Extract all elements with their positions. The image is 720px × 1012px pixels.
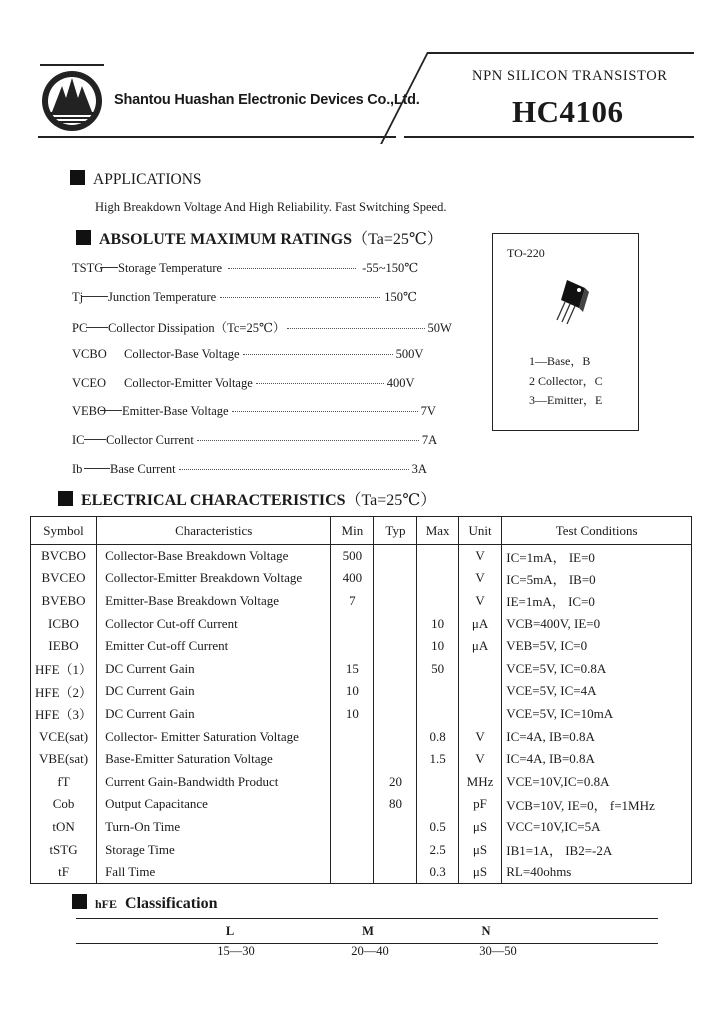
applications-heading: APPLICATIONS [70,170,202,189]
cell-characteristic: Collector Cut-off Current [97,612,331,635]
header-bottom-line [404,136,694,138]
cell-symbol: IEBO [31,635,97,658]
cell-test-conditions: IC=4A, IB=0.8A [506,728,595,744]
cell-test-conditions: VCE=5V, IC=0.8A [506,660,607,676]
table-row [31,770,692,793]
hfe-class-labels: L M N [225,924,491,938]
cell-characteristic: Output Capacitance [97,793,331,816]
cell-typ: 20 [374,770,417,793]
cell-min [331,816,374,839]
table-row [31,703,692,726]
cell-symbol: VCE(sat) [31,725,97,748]
cell-typ [374,861,417,884]
cell-min: 10 [331,680,374,703]
cell-typ [374,545,417,568]
cell-typ: 80 [374,793,417,816]
cell-unit [458,703,501,726]
package-box [492,233,639,431]
cell-characteristic: Storage Time [97,838,331,861]
cell-unit: μA [458,635,501,658]
cell-max [417,793,458,816]
hfe-class-heading: hFE Classification [72,894,217,913]
cell-typ [374,748,417,771]
cell-symbol: BVEBO [31,590,97,613]
cell-unit: μS [458,861,501,884]
cell-symbol: Cob [31,793,97,816]
elec-heading: ELECTRICAL CHARACTERISTICS（Ta=25℃） [58,487,436,510]
section-bullet [76,230,91,245]
header-characteristics: Characteristics [97,517,331,545]
cell-typ [374,816,417,839]
cell-unit: pF [458,793,501,816]
cell-characteristic: Emitter Cut-off Current [97,635,331,658]
cell-test-conditions: IC=4A, IB=0.8A [506,751,595,767]
cell-min: 400 [331,567,374,590]
cell-typ [374,838,417,861]
cell-min [331,861,374,884]
table-row [31,545,692,568]
rating-row: VCBO Collector-Base Voltage 500V [72,347,424,361]
table-row [31,590,692,613]
header-min: Min [331,517,374,545]
cell-test-conditions: VCE=5V, IC=10mA [506,705,614,721]
rating-row: PC Collector Dissipation（Tc=25℃） 50W [72,321,452,335]
cell-test-conditions: IC=5mA， IB=0 [506,571,596,587]
cell-min [331,612,374,635]
table-row [31,635,692,658]
table-row [31,612,692,635]
part-number: HC4106 [512,94,624,129]
hfe-class-ranges: 15—30 20—40 30—50 [217,944,517,958]
cell-characteristic: Fall Time [97,861,331,884]
table-row [31,838,692,861]
cell-unit [458,680,501,703]
cell-min [331,635,374,658]
cell-symbol: VBE(sat) [31,748,97,771]
table-row [31,816,692,839]
header-test-conditions: Test Conditions [502,517,692,545]
applications-text: High Breakdown Voltage And High Reliability. Fast Switching Speed. [95,200,447,214]
cell-symbol: fT [31,770,97,793]
section-bullet [72,894,87,909]
cell-test-conditions: VCB=400V, IE=0 [506,615,601,631]
rating-row: IC Collector Current 7A [72,433,438,447]
cell-unit: V [458,590,501,613]
cell-max: 0.3 [417,861,458,884]
cell-test-conditions: VCE=5V, IC=4A [506,683,597,699]
cell-unit: V [458,725,501,748]
cell-symbol: tF [31,861,97,884]
cell-max: 0.5 [417,816,458,839]
cell-min: 15 [331,657,374,680]
cell-max: 10 [417,612,458,635]
cell-test-conditions: VCC=10V,IC=5A [506,818,601,834]
cell-typ [374,680,417,703]
cell-unit: V [458,748,501,771]
cell-max [417,770,458,793]
cell-test-conditions: IB1=1A， IB2=-2A [506,843,613,859]
cell-max [417,680,458,703]
table-header-row [31,517,692,545]
section-bullet [70,170,85,185]
logo-overline [40,64,104,66]
cell-characteristic: DC Current Gain [97,703,331,726]
cell-characteristic: DC Current Gain [97,680,331,703]
cell-min [331,725,374,748]
cell-min: 10 [331,703,374,726]
cell-max: 1.5 [417,748,458,771]
cell-typ [374,635,417,658]
cell-symbol: BVCEO [31,567,97,590]
cell-characteristic: Current Gain-Bandwidth Product [97,770,331,793]
cell-unit: μA [458,612,501,635]
table-row [31,748,692,771]
cell-typ [374,703,417,726]
company-name: Shantou Huashan Electronic Devices Co.,Ltd. [114,92,420,108]
table-row [31,657,692,680]
rating-row: TSTG Storage Temperature -55~150℃ [72,261,419,275]
table-row [31,725,692,748]
cell-max: 0.8 [417,725,458,748]
header-symbol: Symbol [31,517,97,545]
cell-max: 10 [417,635,458,658]
cell-symbol: BVCBO [31,545,97,568]
cell-unit: V [458,545,501,568]
device-subtitle: NPN SILICON TRANSISTOR [472,68,668,84]
header-top-line [428,52,694,54]
cell-min [331,770,374,793]
header-unit: Unit [458,517,501,545]
cell-characteristic: Base-Emitter Saturation Voltage [97,748,331,771]
cell-symbol: tSTG [31,838,97,861]
cell-max: 2.5 [417,838,458,861]
cell-min [331,793,374,816]
cell-typ [374,612,417,635]
electrical-characteristics-table [30,516,692,884]
cell-symbol: HFE（2） [31,680,97,703]
cell-test-conditions: VCB=10V, IE=0， f=1MHz [506,797,655,813]
section-bullet [58,491,73,506]
table-row [31,680,692,703]
cell-unit: μS [458,816,501,839]
package-drawing [539,274,599,334]
cell-typ [374,725,417,748]
cell-test-conditions: VCE=10V,IC=0.8A [506,773,610,789]
cell-test-conditions: IC=1mA， IE=0 [506,549,595,565]
package-name: TO-220 [507,246,545,260]
cell-symbol: HFE（3） [31,703,97,726]
header-max: Max [417,517,458,545]
pin-label: 2 Collector，C [529,374,603,388]
cell-test-conditions: IE=1mA， IC=0 [506,594,595,610]
cell-min: 7 [331,590,374,613]
cell-unit: V [458,567,501,590]
cell-max [417,703,458,726]
cell-typ [374,657,417,680]
cell-characteristic: Collector-Base Breakdown Voltage [97,545,331,568]
cell-max [417,590,458,613]
cell-max [417,567,458,590]
rating-row: VEBO Emitter-Base Voltage 7V [72,404,436,418]
table-row [31,567,692,590]
cell-symbol: HFE（1） [31,657,97,680]
table-row [31,793,692,816]
cell-max: 50 [417,657,458,680]
rating-row: Tj Junction Temperature 150℃ [72,290,417,304]
cell-unit [458,657,501,680]
cell-symbol: ICBO [31,612,97,635]
cell-test-conditions: VEB=5V, IC=0 [506,638,588,654]
rating-row: Ib Base Current 3A [72,462,427,476]
cell-min: 500 [331,545,374,568]
cell-symbol: tON [31,816,97,839]
cell-unit: MHz [458,770,501,793]
cell-unit: μS [458,838,501,861]
company-logo [38,68,106,134]
cell-characteristic: Turn-On Time [97,816,331,839]
cell-characteristic: DC Current Gain [97,657,331,680]
cell-typ [374,590,417,613]
cell-characteristic: Emitter-Base Breakdown Voltage [97,590,331,613]
pin-label: 3—Emitter，E [529,393,603,407]
cell-characteristic: Collector- Emitter Saturation Voltage [97,725,331,748]
cell-characteristic: Collector-Emitter Breakdown Voltage [97,567,331,590]
cell-min [331,748,374,771]
header-typ: Typ [374,517,417,545]
cell-test-conditions: RL=40ohms [506,863,572,879]
pin-label: 1—Base，B [529,354,591,368]
cell-min [331,838,374,861]
cell-max [417,545,458,568]
cell-typ [374,567,417,590]
rating-row: VCEO Collector-Emitter Voltage 400V [72,376,415,390]
abs-max-heading: ABSOLUTE MAXIMUM RATINGS（Ta=25℃） [76,226,443,249]
company-underline [38,136,396,138]
table-row [31,861,692,884]
